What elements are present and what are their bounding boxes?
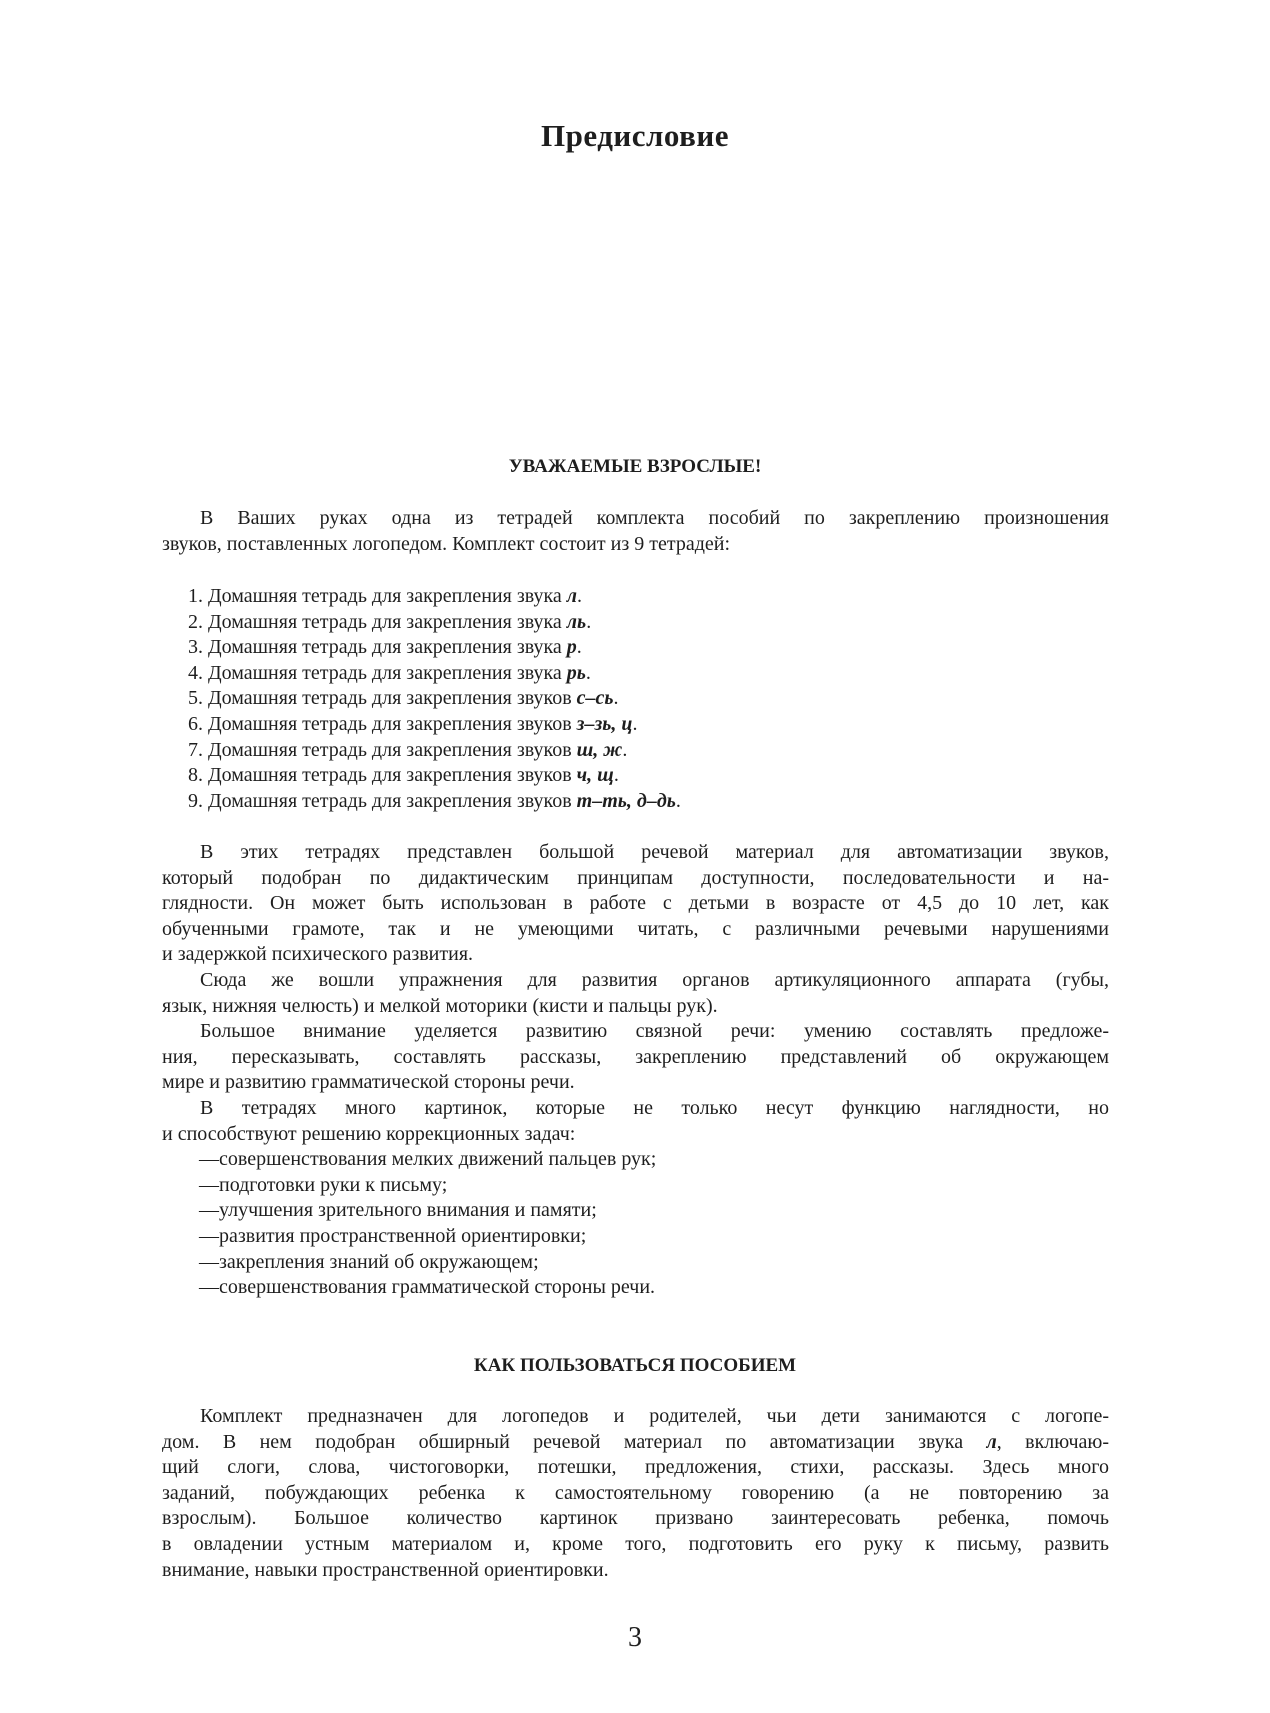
sound-letters: с–сь: [576, 687, 614, 710]
list-item-text: 6. Домашняя тетрадь для закрепления звуков: [188, 712, 577, 735]
text-line: ния, пересказывать, составлять рассказы, закреплению представлений об окружающем: [162, 1045, 1109, 1068]
task-item: —закрепления знаний об окружающем;: [199, 1250, 539, 1273]
sound-letters: ш, ж: [576, 738, 623, 761]
notebook-list-item: [162, 584, 1109, 610]
sound-letters: з–зь, ц: [576, 712, 633, 735]
sound-letters: л: [566, 585, 578, 607]
list-item-end: .: [586, 610, 592, 633]
text-line: Большое внимание уделяется развитию связной речи: умению составлять предложе-: [200, 1020, 1109, 1043]
list-item-text: 4. Домашняя тетрадь для закрепления звука: [188, 661, 567, 684]
list-item-text: 5. Домашняя тетрадь для закрепления звуков: [188, 687, 577, 710]
sound-letters: рь: [566, 661, 586, 684]
text-line: и способствуют решению коррекционных задач:: [162, 1122, 576, 1145]
text-line: В этих тетрадях представлен большой речевой материал для автоматизации звуков,: [200, 841, 1109, 863]
list-item-end: .: [577, 585, 583, 607]
notebook-list-item: [162, 610, 1109, 636]
text-line: язык, нижняя челюсть) и мелкой моторики (кисти и пальцы рук).: [162, 994, 718, 1017]
how-to-use-paragraph: [162, 1404, 1109, 1583]
sound-letters: т–ть, д–дь: [576, 789, 676, 812]
description-paragraphs: [162, 840, 1109, 1301]
notebook-list-item: [162, 686, 1109, 712]
task-item: —совершенствования грамматической стороны речи.: [199, 1276, 656, 1299]
text-line: заданий, побуждающих ребенка к самостоятельному говорению (а не повторению за: [162, 1481, 1109, 1504]
list-item-text: 9. Домашняя тетрадь для закрепления звуков: [188, 789, 577, 812]
text-line: мире и развитию грамматической стороны речи.: [162, 1071, 575, 1094]
notebook-list-item: [162, 738, 1109, 764]
text-fragment: дом. В нем подобран обширный речевой материал по автоматизации звука: [162, 1430, 987, 1453]
list-item-end: .: [585, 661, 591, 684]
sound-letters: ль: [566, 610, 587, 633]
list-item-end: .: [576, 636, 582, 659]
text-line: звуков, поставленных логопедом. Комплект состоит из 9 тетрадей:: [162, 532, 731, 555]
notebook-list-item: [162, 712, 1109, 738]
text-fragment: , включаю-: [996, 1430, 1110, 1453]
list-item-end: .: [632, 712, 638, 735]
task-item: —подготовки руки к письму;: [199, 1173, 448, 1196]
list-item-end: .: [613, 764, 619, 787]
notebook-list-item: [162, 763, 1109, 789]
text-line: Сюда же вошли упражнения для развития органов артикуляционного аппарата (губы,: [200, 968, 1109, 991]
sound-letters: р: [566, 636, 577, 659]
sound-letter: л: [986, 1430, 997, 1453]
page-number: 3: [628, 1622, 642, 1653]
task-item: —улучшения зрительного внимания и памяти;: [199, 1199, 597, 1222]
text-line: и задержкой психического развития.: [162, 943, 474, 966]
text-line: щий слоги, слова, чистоговорки, потешки, предложения, стихи, рассказы. Здесь много: [162, 1456, 1109, 1479]
list-item-text: 1. Домашняя тетрадь для закрепления звука: [188, 585, 567, 607]
page-title: Предисловие: [541, 118, 729, 153]
notebook-list-item: [162, 661, 1109, 687]
text-line: [162, 1430, 1109, 1456]
notebook-list: [162, 584, 1109, 814]
list-item-end: .: [613, 687, 619, 710]
list-item-end: .: [622, 738, 628, 761]
task-item: —совершенствования мелких движений пальцев рук;: [199, 1148, 657, 1171]
intro-paragraph: [162, 506, 1109, 557]
list-item-text: 7. Домашняя тетрадь для закрепления звуков: [188, 738, 577, 761]
list-item-end: .: [675, 789, 681, 812]
text-line: который подобран по дидактическим принципам доступности, последовательности и на-: [162, 866, 1109, 889]
text-line: взрослым). Большое количество картинок призвано заинтересовать ребенка, помочь: [162, 1507, 1109, 1530]
notebook-list-item: [162, 789, 1109, 815]
text-line: в овладении устным материалом и, кроме того, подготовить его руку к письму, развить: [162, 1532, 1109, 1555]
text-line: внимание, навыки пространственной ориентировки.: [162, 1558, 609, 1581]
text-line: глядности. Он может быть использован в работе с детьми в возрасте от 4,5 до 10 лет, как: [162, 892, 1109, 915]
text-line: В тетрадях много картинок, которые не только несут функцию наглядности, но: [200, 1096, 1109, 1119]
section-heading-dear-adults: УВАЖАЕМЫЕ ВЗРОСЛЫЕ!: [508, 456, 762, 477]
list-item-text: 3. Домашняя тетрадь для закрепления звука: [188, 636, 567, 659]
list-item-text: 2. Домашняя тетрадь для закрепления звука: [188, 610, 567, 633]
list-item-text: 8. Домашняя тетрадь для закрепления звуков: [188, 764, 577, 787]
section-heading-how-to-use: КАК ПОЛЬЗОВАТЬСЯ ПОСОБИЕМ: [473, 1355, 797, 1376]
text-line: В Ваших руках одна из тетрадей комплекта пособий по закреплению произношения: [200, 507, 1109, 529]
text-line: Комплект предназначен для логопедов и родителей, чьи дети занимаются с логопе-: [200, 1405, 1109, 1427]
task-item: —развития пространственной ориентировки;: [199, 1224, 587, 1247]
text-line: обученными грамоте, так и не умеющими читать, с различными речевыми нарушениями: [162, 917, 1109, 940]
notebook-list-item: [162, 635, 1109, 661]
sound-letters: ч, щ: [576, 764, 614, 787]
